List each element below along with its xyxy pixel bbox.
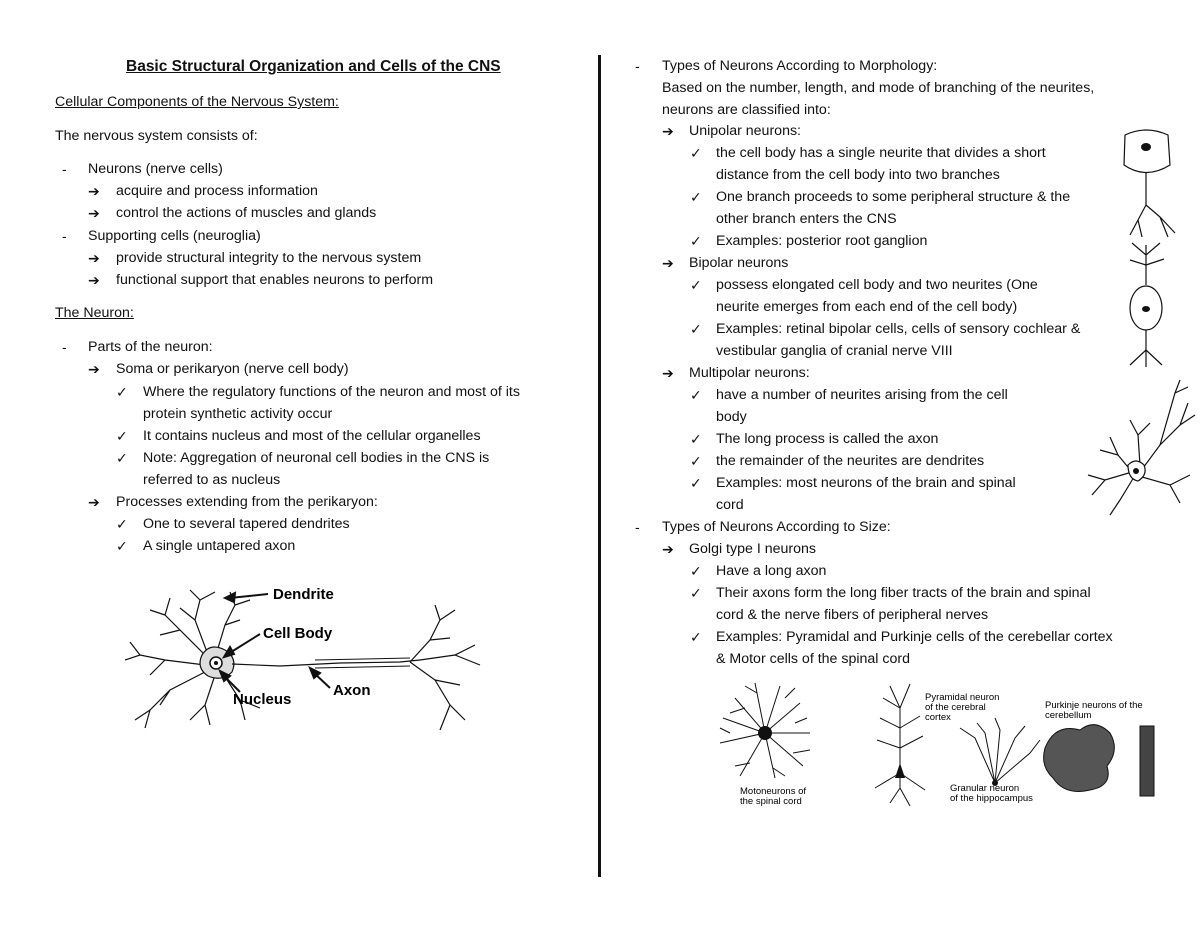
pointer-arrows (220, 593, 330, 692)
list-item: & Motor cells of the spinal cord (716, 651, 910, 667)
multipolar-neuron-drawing (1088, 380, 1195, 515)
check-marker: ✓ (690, 563, 702, 579)
morph-intro-line: Based on the number, length, and mode of branching of the neurites, (662, 80, 1095, 96)
list-item: The long process is called the axon (716, 431, 939, 447)
bipolar-neuron-drawing (1130, 243, 1164, 367)
check-marker: ✓ (690, 453, 702, 469)
golgi-neurons-illustration (715, 678, 1175, 813)
arrow-marker: ➔ (88, 361, 100, 377)
label-pyramidal: of the cerebral (925, 702, 986, 713)
check-marker: ✓ (690, 387, 702, 403)
list-item-supporting-cells: Supporting cells (neuroglia) (88, 228, 261, 244)
arrow-marker: ➔ (88, 494, 100, 510)
label-axon: Axon (333, 682, 371, 699)
label-purkinje: cerebellum (1045, 710, 1092, 721)
dash-marker: - (635, 519, 640, 535)
dash-marker: - (635, 58, 640, 74)
label-pyramidal: cortex (925, 712, 951, 723)
list-item: Their axons form the long fiber tracts of the brain and spinal (716, 585, 1091, 601)
list-item: the remainder of the neurites are dendrites (716, 453, 985, 469)
list-item: protein synthetic activity occur (143, 406, 333, 422)
dash-marker: - (62, 339, 67, 355)
label-cell-body: Cell Body (263, 625, 333, 642)
check-marker: ✓ (116, 450, 128, 466)
list-item: acquire and process information (116, 183, 318, 199)
label-nucleus: Nucleus (233, 691, 292, 708)
check-marker: ✓ (116, 516, 128, 532)
list-item: cord (716, 497, 744, 513)
column-divider (598, 55, 601, 877)
check-marker: ✓ (690, 277, 702, 293)
dash-marker: - (62, 228, 67, 244)
unipolar-nucleus (1141, 143, 1151, 151)
check-marker: ✓ (116, 384, 128, 400)
label-motoneurons: the spinal cord (740, 796, 802, 807)
page-title: Basic Structural Organization and Cells of the CNS (126, 58, 501, 75)
check-marker: ✓ (690, 431, 702, 447)
granular-neuron-drawing (960, 718, 1040, 783)
list-item-soma: Soma or perikaryon (nerve cell body) (116, 361, 349, 377)
morph-intro-line: neurons are classified into: (662, 102, 831, 118)
multipolar-nucleus (1133, 468, 1139, 474)
list-item-parts: Parts of the neuron: (88, 339, 213, 355)
neuron-diagram (110, 580, 500, 745)
list-item: Where the regulatory functions of the neuron and most of its (143, 384, 520, 400)
list-item: neurite emerges from each end of the cell body) (716, 299, 1018, 315)
list-item: Examples: retinal bipolar cells, cells of sensory cochlear & (716, 321, 1081, 337)
list-item: Have a long axon (716, 563, 827, 579)
label-pyramidal: Pyramidal neuron (925, 692, 1000, 703)
check-marker: ✓ (690, 189, 702, 205)
label-motoneurons: Motoneurons of (740, 786, 807, 797)
list-item-bipolar: Bipolar neurons (689, 255, 789, 271)
arrow-marker: ➔ (88, 272, 100, 288)
list-item: control the actions of muscles and glands (116, 205, 377, 221)
neuron-drawing (125, 590, 480, 730)
section-heading-cellular-components: Cellular Components of the Nervous System: (55, 94, 339, 110)
label-granular: of the hippocampus (950, 793, 1033, 804)
list-item-unipolar: Unipolar neurons: (689, 123, 801, 139)
check-marker: ✓ (690, 475, 702, 491)
arrow-marker: ➔ (88, 250, 100, 266)
heading-morphology: Types of Neurons According to Morphology: (662, 58, 938, 74)
nucleolus-shape (214, 661, 218, 665)
check-marker: ✓ (690, 321, 702, 337)
heading-size: Types of Neurons According to Size: (662, 519, 891, 535)
list-item: the cell body has a single neurite that divides a short (716, 145, 1046, 161)
pyramidal-cell-body (895, 763, 905, 778)
arrow-marker: ➔ (662, 541, 674, 557)
list-item: A single untapered axon (143, 538, 296, 554)
arrow-marker: ➔ (662, 123, 674, 139)
list-item: One to several tapered dendrites (143, 516, 350, 532)
arrow-marker: ➔ (88, 205, 100, 221)
list-item-multipolar: Multipolar neurons: (689, 365, 810, 381)
check-marker: ✓ (116, 428, 128, 444)
check-marker: ✓ (690, 585, 702, 601)
list-item: cord & the nerve fibers of peripheral nerves (716, 607, 989, 623)
pyramidal-neuron-drawing (875, 684, 925, 806)
arrow-marker: ➔ (662, 365, 674, 381)
list-item: Examples: Pyramidal and Purkinje cells of the cerebellar cortex (716, 629, 1113, 645)
list-item: body (716, 409, 747, 425)
check-marker: ✓ (690, 145, 702, 161)
check-marker: ✓ (690, 629, 702, 645)
list-item: vestibular ganglia of cranial nerve VIII (716, 343, 953, 359)
label-granular: Granular neuron (950, 783, 1020, 794)
list-item: functional support that enables neurons to perform (116, 272, 434, 288)
list-item: possess elongated cell body and two neurites (One (716, 277, 1038, 293)
check-marker: ✓ (116, 538, 128, 554)
neuron-types-illustration (1080, 125, 1198, 517)
list-item-processes: Processes extending from the perikaryon: (116, 494, 378, 510)
list-item: It contains nucleus and most of the cellular organelles (143, 428, 481, 444)
label-purkinje: Purkinje neurons of the (1045, 700, 1143, 711)
list-item: have a number of neurites arising from the cell (716, 387, 1008, 403)
bipolar-nucleus (1142, 306, 1150, 312)
list-item-neurons: Neurons (nerve cells) (88, 161, 223, 177)
dash-marker: - (62, 161, 67, 177)
motoneuron-cell-body (758, 726, 772, 740)
list-item: distance from the cell body into two branches (716, 167, 1000, 183)
purkinje-neuron-drawing (1044, 725, 1154, 796)
arrow-marker: ➔ (662, 255, 674, 271)
label-dendrite: Dendrite (273, 586, 334, 603)
list-item: provide structural integrity to the nervous system (116, 250, 422, 266)
arrow-marker: ➔ (88, 183, 100, 199)
list-item: referred to as nucleus (143, 472, 281, 488)
list-item: One branch proceeds to some peripheral structure & the (716, 189, 1071, 205)
list-item: other branch enters the CNS (716, 211, 897, 227)
check-marker: ✓ (690, 233, 702, 249)
list-item: Examples: most neurons of the brain and spinal (716, 475, 1016, 491)
intro-text: The nervous system consists of: (55, 128, 258, 144)
section-heading-neuron: The Neuron: (55, 305, 134, 321)
list-item: Examples: posterior root ganglion (716, 233, 928, 249)
list-item: Note: Aggregation of neuronal cell bodies in the CNS is (143, 450, 490, 466)
list-item-golgi: Golgi type I neurons (689, 541, 816, 557)
